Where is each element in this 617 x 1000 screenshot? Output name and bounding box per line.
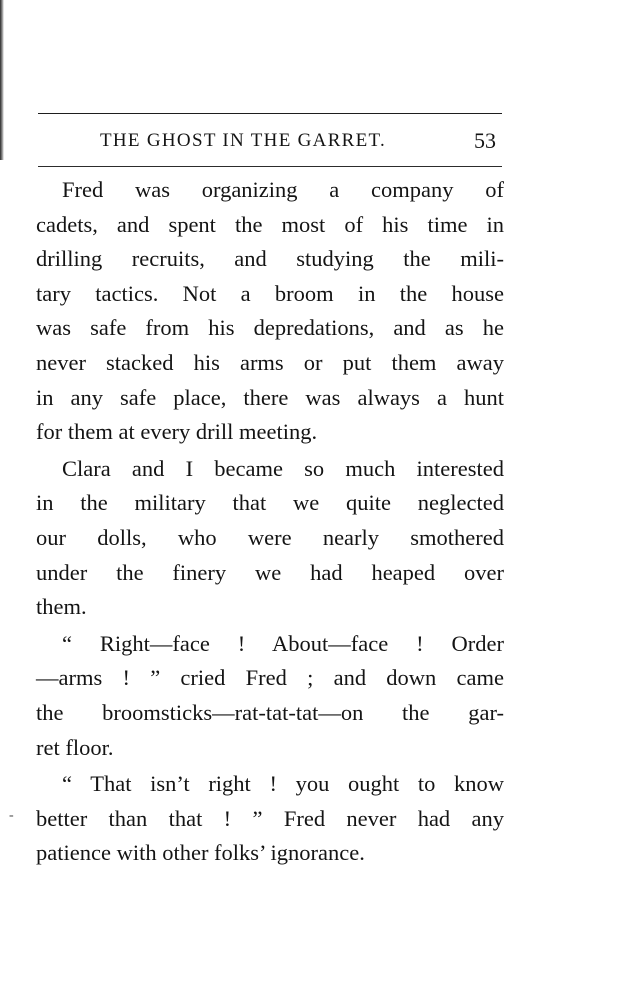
text-line: never stacked his arms or put them away <box>36 349 504 375</box>
text-line: was safe from his depredations, and as he <box>36 315 504 341</box>
text-line: under the finery we had heaped over <box>36 559 504 585</box>
text-line: the broomsticks—rat-tat-tat—on the gar- <box>36 699 504 725</box>
text-line: in any safe place, there was always a hunt <box>36 384 504 410</box>
text-line: better than that ! ” Fred never had any <box>36 805 504 831</box>
text-line: ret floor. <box>36 734 114 760</box>
paragraph-4 <box>36 767 504 871</box>
page-number: 53 <box>474 128 496 153</box>
text-line: patience with other folks’ ignorance. <box>36 840 365 866</box>
text-line: cadets, and spent the most of his time in <box>36 211 504 237</box>
text-line: them. <box>36 594 87 620</box>
text-line: for them at every drill meeting. <box>36 419 318 445</box>
page-edge-shadow <box>0 0 4 160</box>
paragraph-2 <box>36 452 504 625</box>
running-head: THE GHOST IN THE GARRET. <box>100 130 387 151</box>
text-line: drilling recruits, and studying the mili- <box>36 246 504 272</box>
paragraph-3 <box>36 627 504 765</box>
text-line: Clara and I became so much interested <box>62 455 504 481</box>
paragraph-1 <box>36 173 504 450</box>
text-line: “ That isn’t right ! you ought to know <box>62 771 504 797</box>
body-text <box>36 173 504 871</box>
header-bottom-rule <box>38 166 502 167</box>
margin-speck: - <box>9 808 14 823</box>
text-line: in the military that we quite neglected <box>36 490 504 516</box>
text-line: Fred was organizing a company of <box>62 177 504 202</box>
text-line: tary tactics. Not a broom in the house <box>36 280 504 306</box>
text-line: “ Right—face ! About—face ! Order <box>62 630 504 656</box>
header-top-rule <box>38 113 502 114</box>
text-line: —arms ! ” cried Fred ; and down came <box>36 665 504 691</box>
text-line: our dolls, who were nearly smothered <box>36 524 504 550</box>
